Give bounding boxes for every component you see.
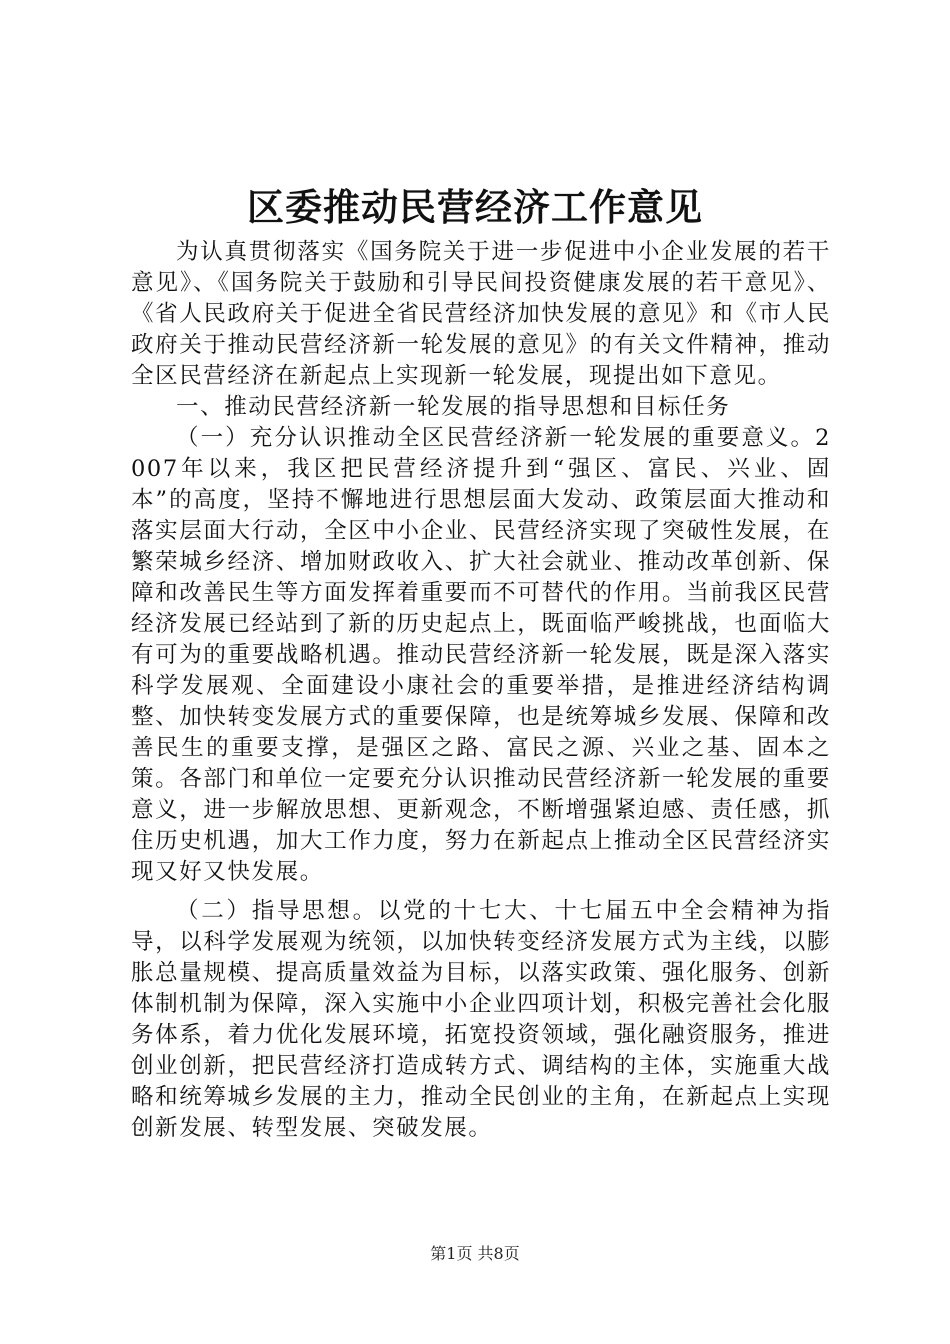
section-heading-1: 一、推动民营经济新一轮发展的指导思想和目标任务	[176, 394, 731, 420]
document-body	[131, 237, 831, 1144]
subsection-paragraph-1: （一）充分认识推动全区民营经济新一轮发展的重要意义。2007年以来，我区把民营经济提升到“强区、富民、兴业、固本”的高度，坚持不懈地进行思想层面大发动、政策层面大推动和落实层面大行动，全区中小企业、民营经济实现了突破性发展，在繁荣城乡经济、增加财政收入、扩大社会就业、推动改革创新、保障和改善民生等方面发挥着重要而不可替代的作用。当前我区民营经济发展已经站到了新的历史起点上，既面临严峻挑战，也面临大有可为的重要战略机遇。推动民营经济新一轮发展，既是深入落实科学发展观、全面建设小康社会的重要举措，是推进经济结构调整、加快转变发展方式的重要保障，也是统筹城乡发展、保障和改善民生的重要支撑，是强区之路、富民之源、兴业之基、固本之策。各部门和单位一定要充分认识推动民营经济新一轮发展的重要意义，进一步解放思想、更新观念，不断增强紧迫感、责任感，抓住历史机遇，加大工作力度，努力在新起点上推动全区民营经济实现又好又快发展。	[131, 425, 831, 885]
page-number-footer: 第1页 共8页	[430, 1244, 520, 1263]
document-title: 区委推动民营经济工作意见	[247, 185, 703, 229]
intro-paragraph: 为认真贯彻落实《国务院关于进一步促进中小企业发展的若干意见》、《国务院关于鼓励和引导民间投资健康发展的若干意见》、《省人民政府关于促进全省民营经济加快发展的意见》和《市人民政府关于推动民营经济新一轮发展的意见》的有关文件精神，推动全区民营经济在新起点上实现新一轮发展，现提出如下意见。	[131, 239, 831, 389]
subsection-paragraph-2: （二）指导思想。以党的十七大、十七届五中全会精神为指导，以科学发展观为统领，以加快转变经济发展方式为主线，以膨胀总量规模、提高质量效益为目标，以落实政策、强化服务、创新体制机制为保障，深入实施中小企业四项计划，积极完善社会化服务体系，着力优化发展环境，拓宽投资领域，强化融资服务，推进创业创新，把民营经济打造成转方式、调结构的主体，实施重大战略和统筹城乡发展的主力，推动全民创业的主角，在新起点上实现创新发展、转型发展、突破发展。	[131, 898, 831, 1141]
